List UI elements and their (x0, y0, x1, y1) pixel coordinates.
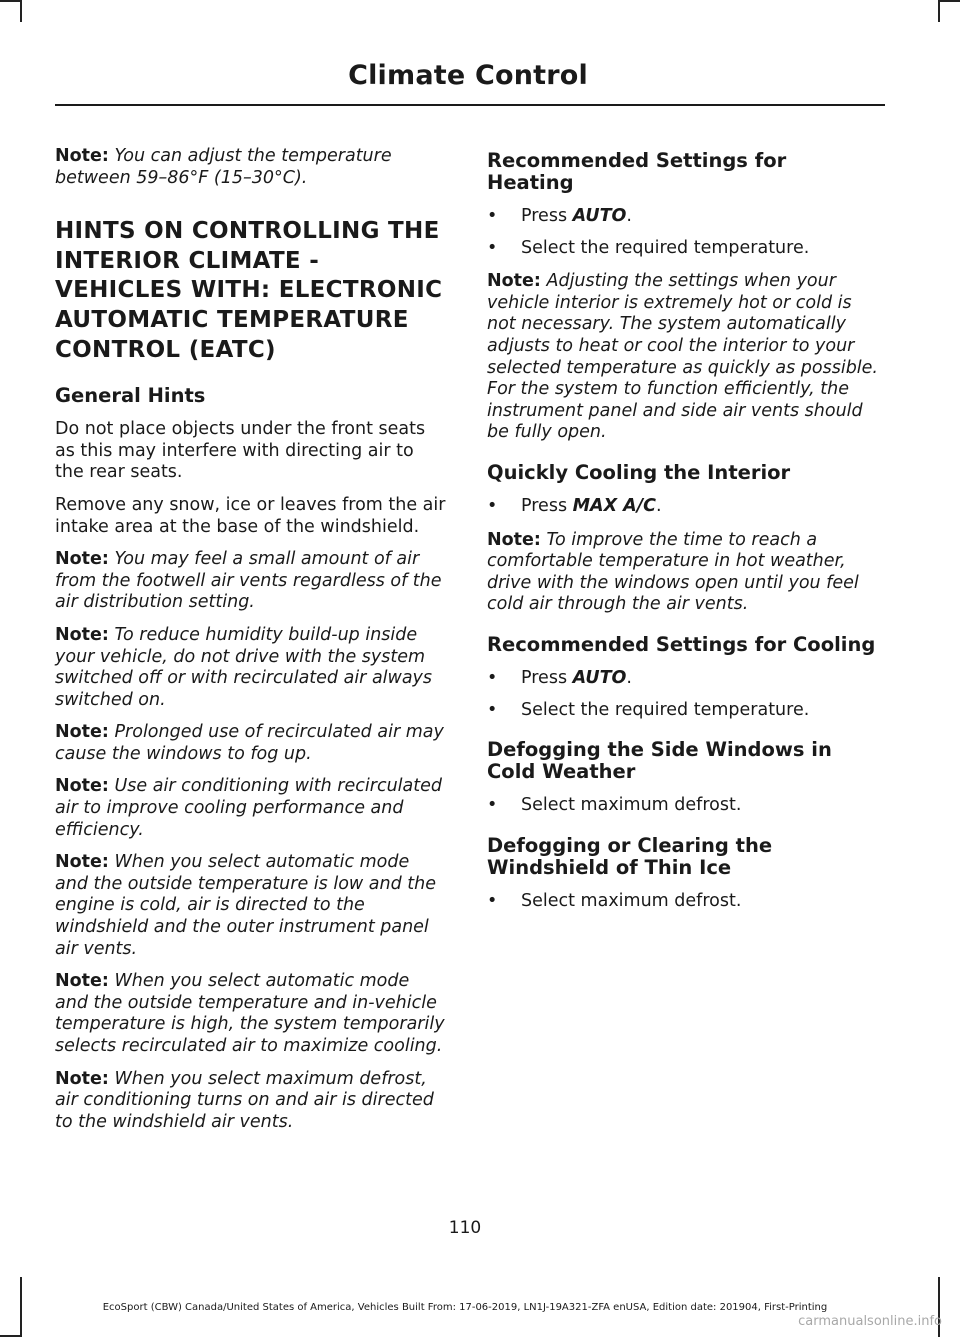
heating-heading: Recommended Settings for Heating (487, 149, 787, 194)
side-windows-heading: Defogging the Side Windows in Cold Weather (487, 738, 832, 784)
note (487, 530, 879, 616)
intro-note (55, 146, 447, 189)
note-label: Note: (55, 624, 109, 645)
heating-steps (487, 206, 879, 259)
note-label: Note: (55, 852, 109, 873)
note (55, 971, 447, 1057)
note-label: Note: (55, 146, 109, 166)
footer-edition-info: EcoSport (CBW) Canada/United States of America, Vehicles Built From: 17-06-2019, LN1J-19A321-ZFA enUSA, Edition date: 201904, First-Printing (102, 1302, 828, 1313)
note-text: To improve the time to reach a comfortable temperature in hot weather, drive with the windows open until you feel cold air through the air vents. (487, 529, 859, 615)
auto-control-label: AUTO (572, 206, 627, 226)
note (55, 625, 447, 711)
cooling-steps (487, 668, 879, 721)
left-column (55, 146, 447, 1144)
step-text: Press (521, 495, 573, 516)
auto-control-label: AUTO (572, 667, 627, 688)
note (55, 776, 447, 841)
subsection-heading: General Hints (55, 384, 206, 408)
bullet: • (487, 237, 498, 258)
crop-mark (20, 0, 22, 22)
note-text: Prolonged use of recirculated air may cause the windows to fog up. (55, 722, 444, 764)
list-item (487, 891, 879, 913)
note-label: Note: (55, 776, 109, 797)
note-label: Note: (55, 722, 109, 743)
crop-mark (938, 0, 940, 22)
note-label: Note: (55, 971, 109, 992)
note-label: Note: (487, 271, 541, 292)
note-label: Note: (55, 549, 109, 570)
section-heading: HINTS ON CONTROLLING THE INTERIOR CLIMATE - VEHICLES WITH: ELECTRONIC AUTOMATIC TEMPERATURE CONTROL (EATC) (55, 218, 443, 363)
crop-mark (0, 0, 22, 2)
quick-cooling-steps (487, 496, 879, 518)
page-number: 110 (448, 1218, 482, 1238)
step-text: . (626, 206, 632, 226)
list-item (487, 795, 879, 817)
note-text: To reduce humidity build-up inside your vehicle, do not drive with the system switched off or with recirculated air always switched on. (55, 624, 433, 710)
step-text: Press (521, 206, 573, 226)
note-text: You may feel a small amount of air from the footwell air vents regardless of the air distribution setting. (55, 549, 442, 613)
note (55, 722, 447, 765)
step-text: Press (521, 667, 573, 688)
list-item (487, 700, 879, 722)
windshield-steps (487, 891, 879, 913)
note-text: You can adjust the temperature between 59–86°F (15–30°C). (55, 146, 392, 188)
quick-cooling-heading: Quickly Cooling the Interior (487, 460, 791, 484)
side-windows-steps (487, 795, 879, 817)
step-text: . (626, 667, 632, 688)
note-label: Note: (487, 529, 541, 550)
note-text: When you select automatic mode and the outside temperature and in-vehicle temperature is high, the system temporarily selects recirculated air to maximize cooling. (55, 971, 445, 1056)
bullet: • (487, 667, 498, 688)
note-label: Note: (55, 1068, 109, 1089)
crop-mark (938, 0, 960, 2)
bullet: • (487, 795, 498, 816)
body-paragraph: Remove any snow, ice or leaves from the air intake area at the base of the windshield. (55, 494, 446, 537)
page-title: Climate Control (348, 60, 588, 91)
step-text: Select the required temperature. (521, 237, 810, 258)
note (487, 271, 879, 444)
max-ac-control-label: MAX A/C (572, 495, 656, 516)
list-item (487, 238, 879, 260)
note (55, 1069, 447, 1134)
step-text: Select the required temperature. (521, 699, 810, 720)
bullet: • (487, 699, 498, 720)
note-text: When you select automatic mode and the outside temperature is low and the engine is cold, air is directed to the windshield and the outer instrument panel air vents. (55, 852, 436, 959)
note-text: Use air conditioning with recirculated air to improve cooling performance and efficiency. (55, 776, 442, 840)
list-item (487, 668, 879, 690)
bullet: • (487, 206, 498, 226)
list-item (487, 206, 879, 228)
bullet: • (487, 890, 498, 911)
bullet: • (487, 495, 498, 516)
list-item (487, 496, 879, 518)
windshield-heading: Defogging or Clearing the Windshield of Thin Ice (487, 833, 773, 879)
note (55, 549, 447, 614)
note-text: When you select maximum defrost, air conditioning turns on and air is directed to the windshield air vents. (55, 1068, 434, 1132)
cooling-heading: Recommended Settings for Cooling (487, 632, 876, 656)
note (55, 852, 447, 960)
right-column (487, 146, 879, 924)
step-text: Select maximum defrost. (521, 890, 742, 911)
step-text: . (655, 495, 662, 516)
watermark: carmanualsonline.info (798, 1314, 942, 1329)
step-text: Select maximum defrost. (521, 795, 742, 816)
header-divider (55, 104, 885, 106)
body-paragraph: Do not place objects under the front seats as this may interfere with directing air to the rear seats. (55, 419, 426, 483)
note-text: Adjusting the settings when your vehicle interior is extremely hot or cold is not necessary. The system automatically adjusts to heat or cool the interior to your selected temperature as quickly as possible. For the system to function efficiently, the instrument panel and side air vents should be fully open. (487, 271, 878, 443)
